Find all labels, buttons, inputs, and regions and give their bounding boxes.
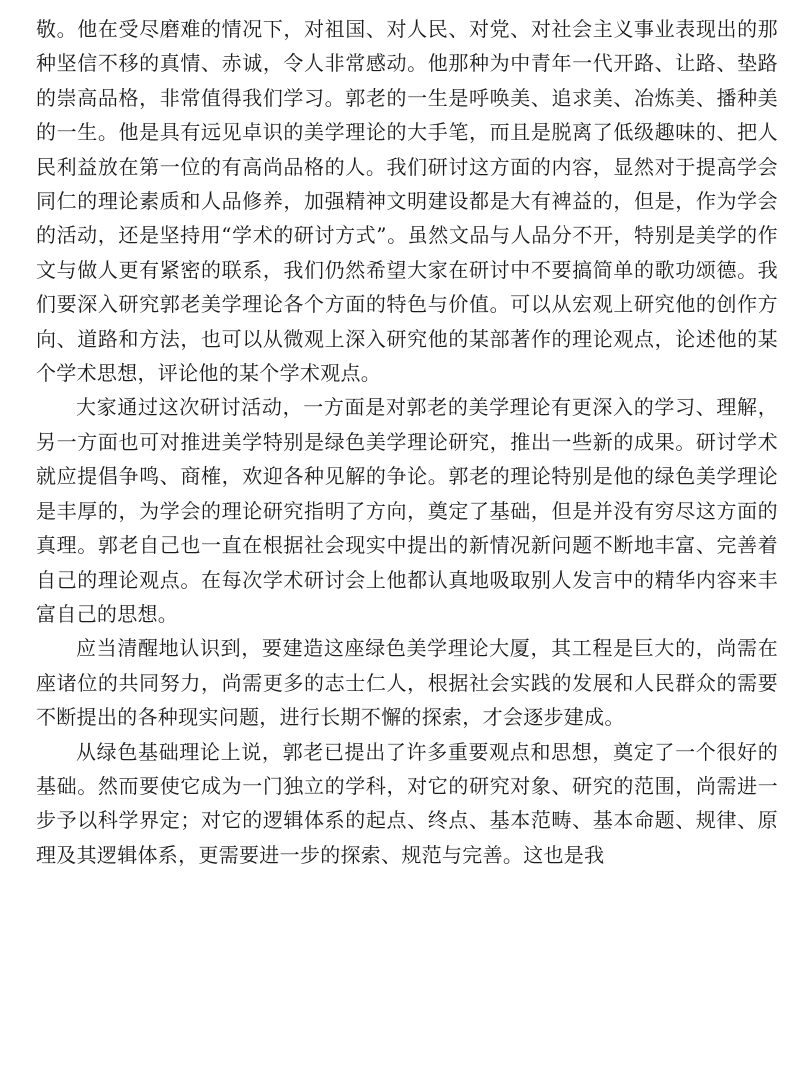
- paragraph-1: 敬。他在受尽磨难的情况下，对祖国、对人民、对党、对社会主义事业表现出的那种坚信不移的真情、赤诚，令人非常感动。他那种为中青年一代开路、让路、垫路的崇高品格，非常值得我们学习。郭老的一生是呼唤美、追求美、冶炼美、播种美的一生。他是具有远见卓识的美学理论的大手笔，而且是脱离了低级趣味的、把人民利益放在第一位的有高尚品格的人。我们研讨这方面的内容，显然对于提高学会同仁的理论素质和人品修养，加强精神文明建设都是大有裨益的，但是，作为学会的活动，还是坚持用“学术的研讨方式”。虽然文品与人品分不开，特别是美学的作文与做人更有紧密的联系，我们仍然希望大家在研讨中不要搞简单的歌功颂德。我们要深入研究郭老美学理论各个方面的特色与价值。可以从宏观上研究他的创作方向、道路和方法，也可以从微观上深入研究他的某部著作的理论观点，论述他的某个学术思想，评论他的某个学术观点。: [36, 17, 778, 386]
- paragraph-4: 从绿色基础理论上说，郭老已提出了许多重要观点和思想，奠定了一个很好的基础。然而要使它成为一门独立的学科，对它的研究对象、研究的范围，尚需进一步予以科学界定；对它的逻辑体系的起点、终点、基本范畴、基本命题、规律、原理及其逻辑体系，更需要进一步的探索、规范与完善。这也是我: [36, 739, 778, 867]
- paragraph-3: 应当清醒地认识到，要建造这座绿色美学理论大厦，其工程是巨大的，尚需在座诸位的共同努力，尚需更多的志士仁人，根据社会实践的发展和人民群众的需要不断提出的各种现实问题，进行长期不懈的探索，才会逐步建成。: [36, 636, 778, 730]
- paragraph-2: 大家通过这次研讨活动，一方面是对郭老的美学理论有更深入的学习、理解，另一方面也可对推进美学特别是绿色美学理论研究，推出一些新的成果。研讨学术就应提倡争鸣、商榷，欢迎各种见解的争论。郭老的理论特别是他的绿色美学理论是丰厚的，为学会的理论研究指明了方向，奠定了基础，但是并没有穷尽这方面的真理。郭老自己也一直在根据社会现实中提出的新情况新问题不断地丰富、完善着自己的理论观点。在每次学术研讨会上他都认真地吸取别人发言中的精华内容来丰富自己的思想。: [36, 395, 778, 626]
